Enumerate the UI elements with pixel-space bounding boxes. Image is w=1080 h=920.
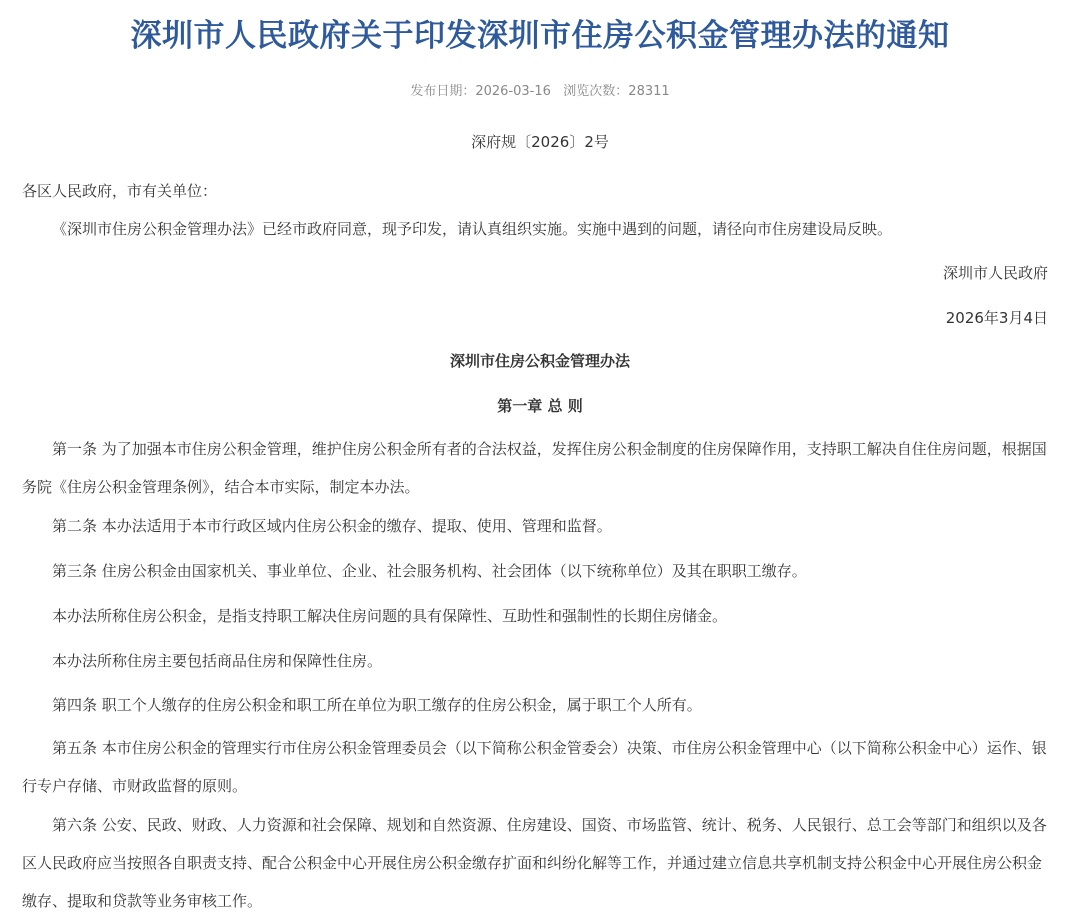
- view-count: 浏览次数：28311: [563, 84, 670, 99]
- article-paragraph: 本办法所称住房主要包括商品住房和保障性住房。: [52, 652, 383, 670]
- regulation-title: 深圳市住房公积金管理办法: [449, 352, 630, 370]
- issue-date: 2026年3月4日: [945, 309, 1048, 327]
- article-paragraph: 第三条 住房公积金由国家机关、事业单位、企业、社会服务机构、社会团体（以下统称单位）及其在职职工缴存。: [52, 562, 807, 580]
- issuer: 深圳市人民政府: [942, 264, 1048, 282]
- document-number: 深府规〔2026〕2号: [471, 133, 609, 151]
- article-paragraph: 第一条 为了加强本市住房公积金管理，维护住房公积金所有者的合法权益，发挥住房公积金制度的住房保障作用，支持职工解决自住住房问题，根据国务院《住房公积金管理条例》，结合本市实际，制定本办法。: [22, 440, 1047, 496]
- chapter-heading: 第一章 总 则: [497, 397, 583, 415]
- publish-date: 发布日期：2026-03-16: [410, 84, 551, 99]
- page-title: 深圳市人民政府关于印发深圳市住房公积金管理办法的通知: [130, 18, 950, 54]
- article-paragraph: 第二条 本办法适用于本市行政区域内住房公积金的缴存、提取、使用、管理和监督。: [52, 517, 612, 535]
- article-meta: [0, 82, 1080, 102]
- salutation: 各区人民政府，市有关单位：: [22, 182, 218, 200]
- article-paragraph: 第四条 职工个人缴存的住房公积金和职工所在单位为职工缴存的住房公积金，属于职工个人所有。: [52, 696, 702, 714]
- article-paragraph: 第六条 公安、民政、财政、人力资源和社会保障、规划和自然资源、住房建设、国资、市场监管、统计、税务、人民银行、总工会等部门和组织以及各区人民政府应当按照各自职责支持、配合公积金中心开展住房公积金缴存扩面和纠纷化解等工作，并通过建立信息共享机制支持公积金中心开展住房公积金缴存、提取和贷款等业务审核工作。: [22, 816, 1047, 910]
- article-paragraph: 本办法所称住房公积金，是指支持职工解决住房问题的具有保障性、互助性和强制性的长期住房储金。: [52, 607, 728, 625]
- notice-body: 《深圳市住房公积金管理办法》已经市政府同意，现予印发，请认真组织实施。实施中遇到的问题，请径向市住房建设局反映。: [52, 220, 893, 238]
- article-paragraph: 第五条 本市住房公积金的管理实行市住房公积金管理委员会（以下简称公积金管委会）决策、市住房公积金管理中心（以下简称公积金中心）运作、银行专户存储、市财政监督的原则。: [22, 739, 1047, 795]
